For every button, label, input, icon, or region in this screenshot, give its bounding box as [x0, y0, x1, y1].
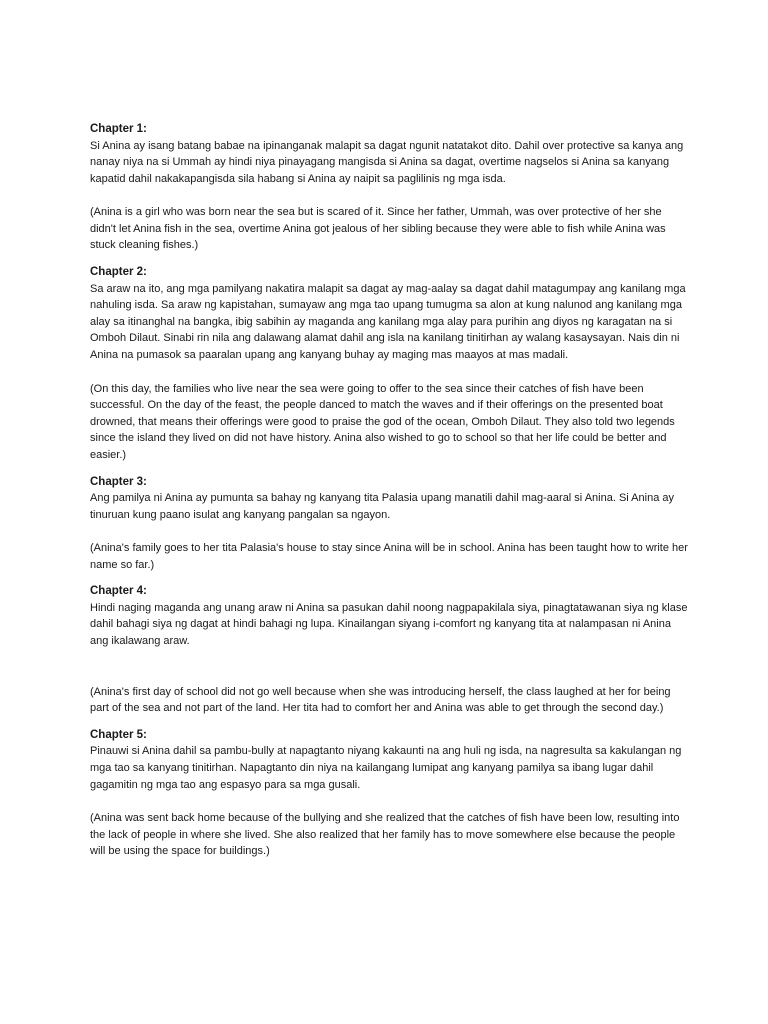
tagalog-paragraph: Hindi naging maganda ang unang araw ni Anina sa pasukan dahil noong nagpapakilala siya, pinagtatawanan siya ng klase dahil bahagi siya ng dagat at hindi bahagi ng lupa. Kinailangan siyang i-comfort ng kanyang tita at nalampasan ni Anina ang ikalawang araw.: [90, 601, 688, 648]
chapter-title: Chapter 1:: [90, 123, 147, 135]
chapter-4: [90, 583, 690, 716]
chapter-title: Chapter 3:: [90, 475, 147, 488]
tagalog-paragraph: Si Anina ay isang batang babae na ipinanganak malapit sa dagat ngunit natatakot dito. Dahil over protective sa kanya ang nanay niya na si Ummah ay hindi niya pinayagang mangisda si Anina sa dagat, overtime nagselos si Anina sa kanyang kapatid dahil nakakapangisda sila habang si Anina ay naipit sa paglilinis ng mga isda.: [90, 139, 684, 185]
english-paragraph: (Anina's first day of school did not go well because when she was introducing herself, the class laughed at her for being part of the sea and not part of the land. Her tita had to comfort her and Anina was able to get through the second day.): [90, 685, 671, 715]
chapter-title: Chapter 4:: [90, 585, 147, 598]
chapter-2: [90, 264, 690, 463]
english-paragraph: (Anina was sent back home because of the bullying and she realized that the catches of fish have been low, resulting into the lack of people in where she lived. She also realized that her family has to move somewhere else because the people will be using the space for buildings.): [90, 812, 680, 858]
chapter-title: Chapter 5:: [90, 728, 147, 741]
chapter-5: [90, 727, 690, 860]
chapter-1: [90, 121, 690, 254]
tagalog-paragraph: Pinauwi si Anina dahil sa pambu-bully at napagtanto niyang kakaunti na ang huli ng isda, na nagresulta sa kakulangan ng mga tao sa kanyang tinitirhan. Napagtanto din niya na kailangang lumipat ang kanyang pamilya sa ibang lugar dahil gagamitin ng mga tao ang espasyo para sa mga gusali.: [90, 745, 682, 791]
tagalog-paragraph: Sa araw na ito, ang mga pamilyang nakatira malapit sa dagat ay mag-aalay sa dagat dahil matagumpay ang kanilang mga nahuling isda. Sa araw ng kapistahan, sumayaw ang mga tao upang tumugma sa alon at kung nalunod ang kanilang mga alay sa itinanghal na bangka, ibig sabihin ay maganda ang kanilang mga alay para purihin ang diyos ng karagatan na si Omboh Dilaut. Sinabi rin nila ang dalawang alamat dahil ang isla na kanilang tinitirhan ay walang kasaysayan. Nais din ni Anina na pumasok sa paaralan upang ang kanyang buhay ay maging mas maayos at mas madali.: [90, 282, 686, 361]
chapter-title: Chapter 2:: [90, 266, 147, 279]
english-paragraph: (Anina is a girl who was born near the sea but is scared of it. Since her father, Ummah, was over protective of her she didn't let Anina fish in the sea, overtime Anina got jealous of her sibling because they were able to fish while Anina was stuck cleaning fishes.): [90, 206, 666, 252]
blank-line: [90, 667, 690, 684]
english-paragraph: (Anina's family goes to her tita Palasia's house to stay since Anina will be in school. Anina has been taught how to write her name so far.): [90, 542, 688, 571]
document-page: [90, 121, 690, 870]
english-paragraph: (On this day, the families who live near the sea were going to offer to the sea since their catches of fish have been successful. On the day of the feast, the people danced to match the waves and if their offerings on the presented boat drowned, that means their offerings were good to praise the god of the ocean, Omboh Dilaut. They also told two legends since the island they lived on did not have history. Anina also wished to go to school so that her life could be better and easier.): [90, 382, 675, 461]
chapter-3: [90, 474, 690, 574]
tagalog-paragraph: Ang pamilya ni Anina ay pumunta sa bahay ng kanyang tita Palasia upang manatili dahil mag-aaral si Anina. Si Anina ay tinuruan kung paano isulat ang kanyang pangalan sa ngayon.: [90, 492, 674, 521]
